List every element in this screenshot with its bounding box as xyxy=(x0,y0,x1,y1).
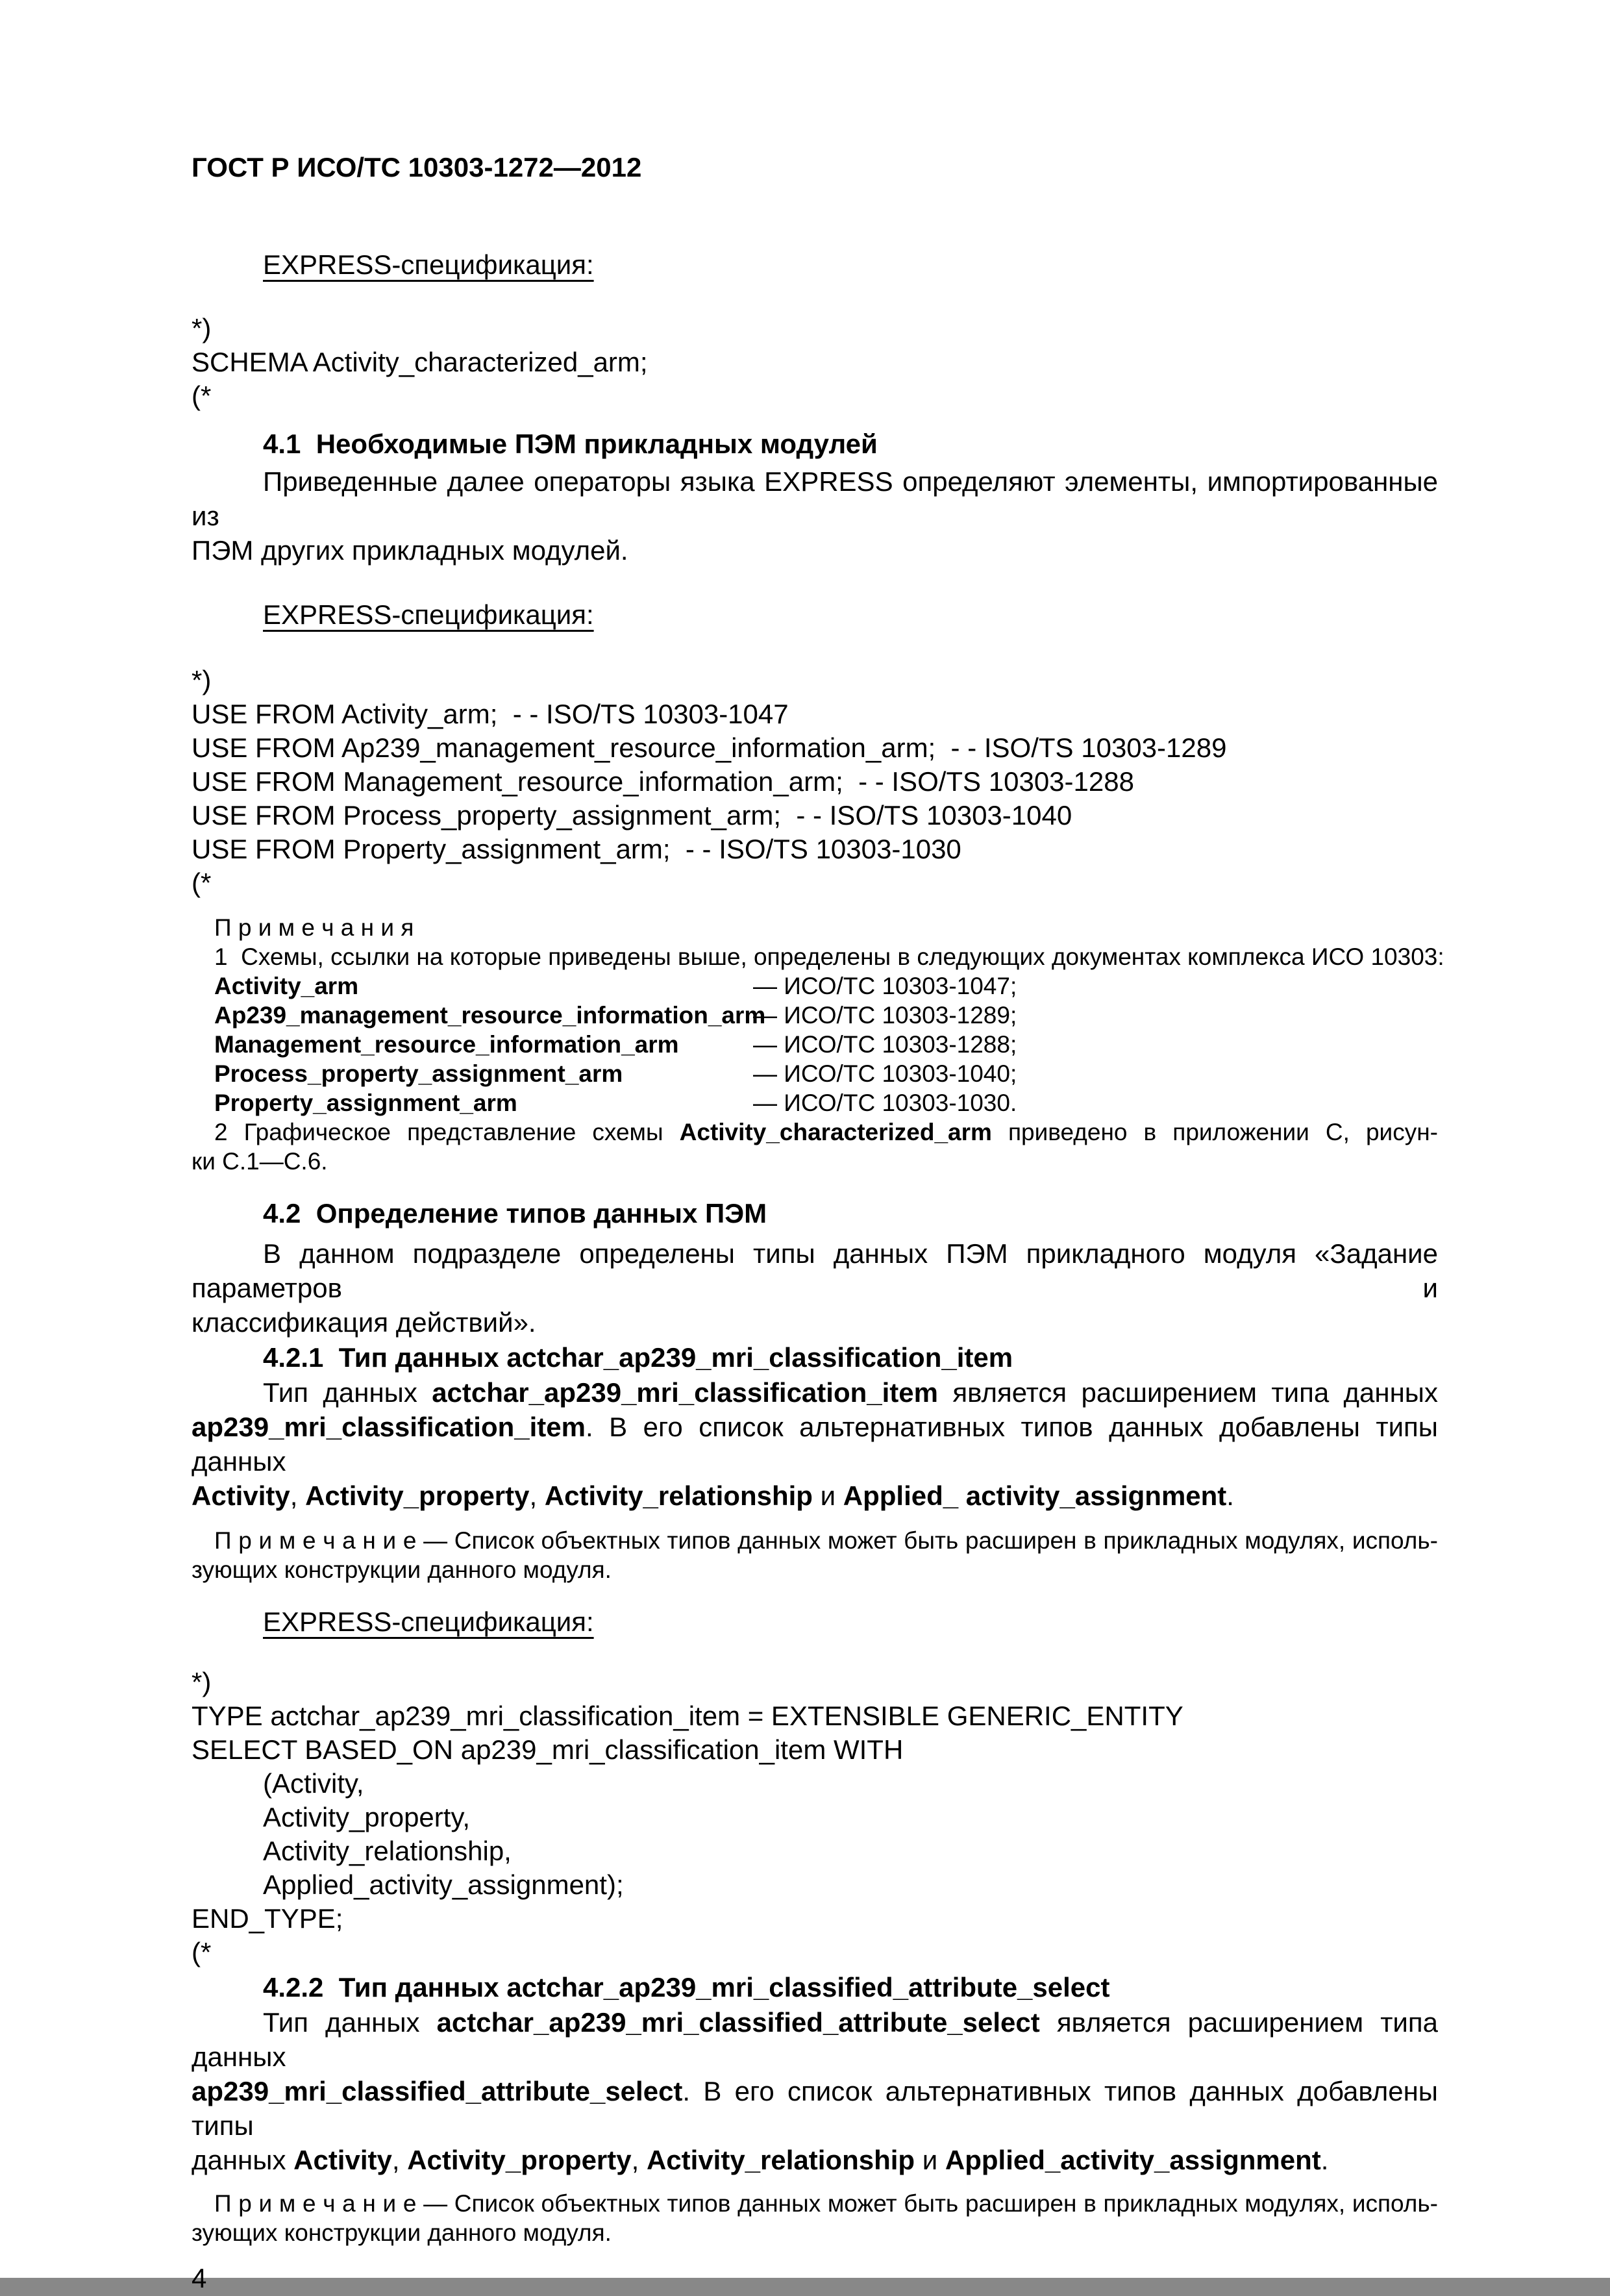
paragraph-line: Тип данных actchar_ap239_mri_classification_item является расширением типа данных xyxy=(263,1377,1438,1408)
schema-ref-name: Management_resource_information_arm xyxy=(214,1031,679,1058)
paragraph-line: Приведенные далее операторы языка EXPRESS определяют элементы, импортированные из xyxy=(192,466,1438,531)
code-line: Activity_relationship, xyxy=(263,1836,512,1866)
code-line: *) xyxy=(192,665,212,695)
paragraph-4-2-2 xyxy=(192,2005,1438,2177)
note-line: зующих конструкции данного модуля. xyxy=(192,2219,612,2246)
code-line: USE FROM Property_assignment_arm; - - ISO/TS 10303-1030 xyxy=(192,834,961,864)
note-line: П р и м е ч а н и е — Список объектных типов данных может быть расширен в прикладных модулях, исполь- xyxy=(214,2190,1438,2217)
schema-ref-name: Ap239_management_resource_information_arm xyxy=(214,1002,766,1029)
schema-ref-doc: — ИСО/ТС 10303-1288; xyxy=(753,1031,1017,1058)
note-line: П р и м е ч а н и е — Список объектных типов данных может быть расширен в прикладных модулях, исполь- xyxy=(214,1527,1438,1554)
code-line: (* xyxy=(192,1937,212,1967)
express-spec-label-2: EXPRESS-спецификация: xyxy=(263,599,594,630)
section-heading-4-1: 4.1 Необходимые ПЭМ прикладных модулей xyxy=(263,429,878,459)
type-code-block xyxy=(192,1666,1438,1969)
paragraph-line: данных Activity, Activity_property, Activity_relationship и Applied_activity_assignment. xyxy=(192,2145,1329,2175)
note-2-line: ки С.1—С.6. xyxy=(192,1148,328,1175)
schema-ref-row xyxy=(192,1088,1438,1117)
schema-ref-row xyxy=(192,1059,1438,1088)
code-line: SELECT BASED_ON ap239_mri_classification_item WITH xyxy=(192,1734,904,1765)
code-line: Applied_activity_assignment); xyxy=(263,1869,624,1900)
code-line: *) xyxy=(192,1667,212,1697)
paragraph-4-2 xyxy=(192,1236,1438,1340)
schema-code-block xyxy=(192,312,1438,413)
notes-title: П р и м е ч а н и я xyxy=(214,914,414,941)
code-line: Activity_property, xyxy=(263,1802,470,1832)
paragraph-line: Тип данных actchar_ap239_mri_classified_attribute_select является расширением типа данных xyxy=(192,2007,1438,2072)
schema-ref-doc: — ИСО/ТС 10303-1047; xyxy=(753,973,1017,999)
code-line: TYPE actchar_ap239_mri_classification_item = EXTENSIBLE GENERIC_ENTITY xyxy=(192,1701,1183,1731)
page-number: 4 xyxy=(192,2263,207,2293)
note-1-intro: 1 Схемы, ссылки на которые приведены выше, определены в следующих документах комплекса ИСО 10303: xyxy=(214,943,1444,970)
schema-ref-name: Activity_arm xyxy=(214,973,359,999)
paragraph-line: классификация действий». xyxy=(192,1307,536,1338)
schema-ref-name: Process_property_assignment_arm xyxy=(214,1060,623,1087)
code-line: (* xyxy=(192,867,212,898)
schema-ref-doc: — ИСО/ТС 10303-1289; xyxy=(753,1002,1017,1029)
note-4-2-2 xyxy=(192,2189,1438,2247)
note-2-line: 2 Графическое представление схемы Activity_characterized_arm приведено в приложении С, рисун- xyxy=(214,1119,1438,1145)
notes-block xyxy=(192,913,1444,1176)
schema-ref-row xyxy=(192,1001,1438,1030)
code-line: USE FROM Activity_arm; - - ISO/TS 10303-1047 xyxy=(192,699,789,729)
code-line: USE FROM Process_property_assignment_arm; - - ISO/TS 10303-1040 xyxy=(192,800,1072,830)
schema-ref-doc: — ИСО/ТС 10303-1040; xyxy=(753,1060,1017,1087)
paragraph-line: В данном подразделе определены типы данных ПЭМ прикладного модуля «Задание параметров и xyxy=(192,1238,1438,1303)
running-header: ГОСТ Р ИСО/ТС 10303-1272—2012 xyxy=(192,152,642,182)
code-line: USE FROM Ap239_management_resource_information_arm; - - ISO/TS 10303-1289 xyxy=(192,732,1227,763)
paragraph-4-1 xyxy=(192,464,1438,568)
note-4-2-1 xyxy=(192,1526,1438,1584)
section-heading-4-2-2: 4.2.2 Тип данных actchar_ap239_mri_classified_attribute_select xyxy=(263,1972,1110,2003)
schema-ref-row xyxy=(192,971,1438,1001)
code-line: (* xyxy=(192,381,212,411)
paragraph-line: ПЭМ других прикладных модулей. xyxy=(192,535,628,566)
code-line: END_TYPE; xyxy=(192,1903,343,1934)
paragraph-line: ap239_mri_classification_item. В его список альтернативных типов данных добавлены типы данных xyxy=(192,1412,1438,1477)
paragraph-4-2-1 xyxy=(192,1375,1438,1513)
use-from-code-block xyxy=(192,664,1438,900)
code-line: USE FROM Management_resource_information_arm; - - ISO/TS 10303-1288 xyxy=(192,766,1134,797)
section-heading-4-2: 4.2 Определение типов данных ПЭМ xyxy=(263,1198,767,1229)
paragraph-line: Activity, Activity_property, Activity_relationship и Applied_ activity_assignment. xyxy=(192,1480,1234,1511)
paragraph-line: ap239_mri_classified_attribute_select. В его список альтернативных типов данных добавлены типы xyxy=(192,2076,1438,2141)
code-line: SCHEMA Activity_characterized_arm; xyxy=(192,347,648,377)
schema-ref-row xyxy=(192,1030,1438,1059)
schema-ref-doc: — ИСО/ТС 10303-1030. xyxy=(753,1090,1017,1116)
code-line: *) xyxy=(192,313,212,343)
section-heading-4-2-1: 4.2.1 Тип данных actchar_ap239_mri_classification_item xyxy=(263,1342,1013,1373)
express-spec-label-1: EXPRESS-спецификация: xyxy=(263,249,594,280)
schema-ref-name: Property_assignment_arm xyxy=(214,1090,517,1116)
code-line: (Activity, xyxy=(263,1768,364,1799)
note-line: зующих конструкции данного модуля. xyxy=(192,1556,612,1583)
express-spec-label-3: EXPRESS-спецификация: xyxy=(263,1606,594,1637)
